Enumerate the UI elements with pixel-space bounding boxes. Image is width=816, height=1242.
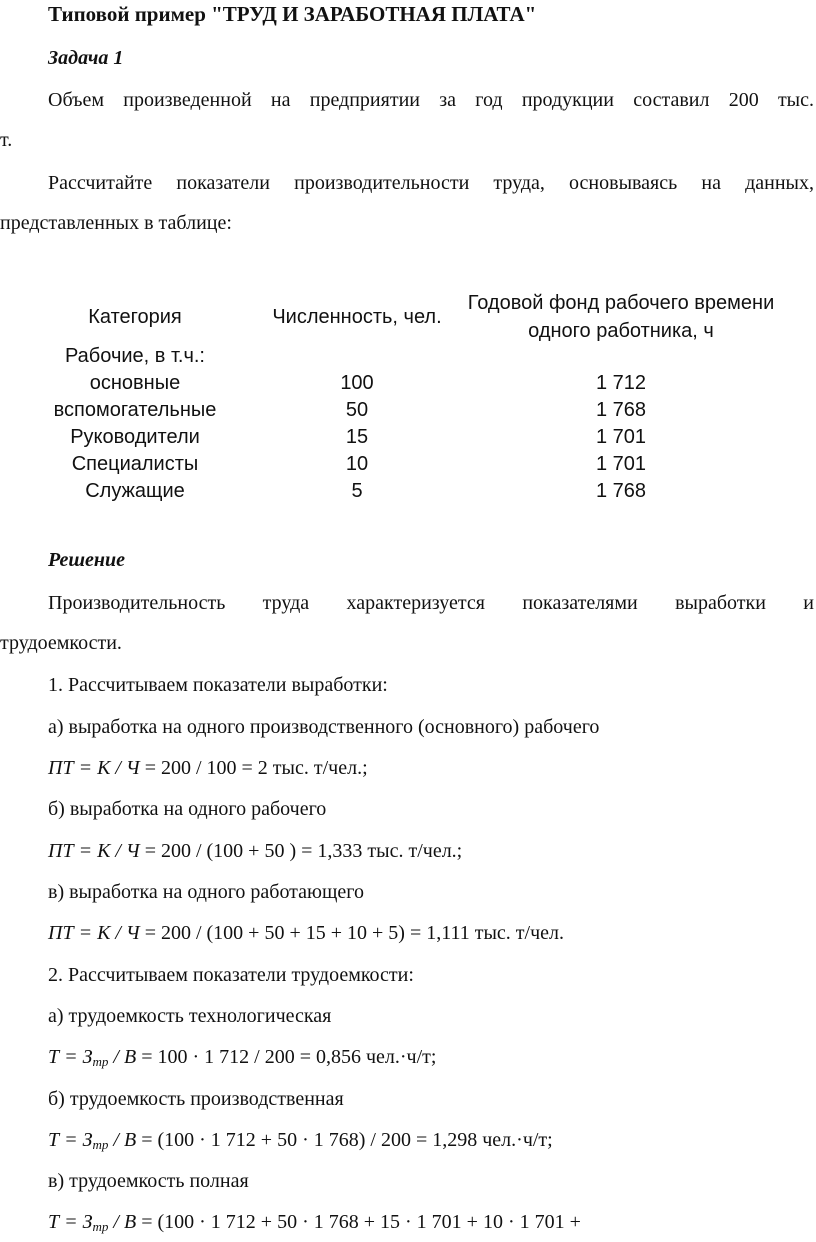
category-cell: Руководители bbox=[70, 426, 200, 448]
fund-cell: 1 768 bbox=[595, 399, 647, 421]
formula-t: Т = З bbox=[48, 1046, 93, 1068]
column-fund bbox=[546, 343, 696, 505]
formula-1c-rest: = 200 / (100 + 50 + 15 + 10 + 5) = 1,111 тыс. т/чел. bbox=[139, 922, 565, 944]
step-2c-text: в) трудоемкость полная bbox=[48, 1170, 249, 1192]
header-fund-line-1: Годовой фонд рабочего времени bbox=[467, 292, 775, 314]
task-text-line-2: т. bbox=[0, 129, 13, 151]
formula-subscript: тр bbox=[92, 1137, 109, 1152]
formula-t: Т = З bbox=[48, 1211, 93, 1233]
fund-cell: 1 701 bbox=[595, 426, 647, 448]
step-1c-text: в) выработка на одного работающего bbox=[48, 881, 364, 903]
task-text-line-4: представленных в таблице: bbox=[0, 212, 232, 234]
fund-cell: 1 768 bbox=[595, 480, 647, 502]
step-1-heading: 1. Рассчитываем показатели выработки: bbox=[48, 674, 388, 696]
formula-pt-k-ch: ПТ = К / Ч bbox=[48, 840, 140, 862]
solution-intro-line-2: трудоемкости. bbox=[0, 632, 122, 654]
formula-2b-rest: = (100 · 1 712 + 50 · 1 768) / 200 = 1,298 чел.·ч/т; bbox=[136, 1129, 553, 1151]
category-cell: основные bbox=[89, 372, 181, 394]
count-cell: 50 bbox=[345, 399, 369, 421]
count-cell: 100 bbox=[340, 372, 374, 394]
header-fund-line-2: одного работника, ч bbox=[528, 320, 714, 342]
step-2-heading: 2. Рассчитываем показатели трудоемкости: bbox=[48, 964, 414, 986]
formula-1c bbox=[48, 921, 564, 945]
formula-b: / В bbox=[108, 1046, 137, 1068]
task-text-line-3: Рассчитайте показатели производительности труда, основываясь на данных, bbox=[48, 172, 814, 194]
column-count bbox=[282, 343, 432, 505]
step-2a-text: а) трудоемкость технологическая bbox=[48, 1005, 332, 1027]
formula-subscript: тр bbox=[92, 1219, 109, 1234]
count-cell: 10 bbox=[345, 453, 369, 475]
task-heading: Задача 1 bbox=[48, 47, 124, 69]
formula-b: / В bbox=[108, 1129, 137, 1151]
task-text-line-1: Объем произведенной на предприятии за год продукции составил 200 тыс. bbox=[48, 89, 814, 111]
formula-1a-rest: = 200 / 100 = 2 тыс. т/чел.; bbox=[139, 757, 368, 779]
solution-intro-line-1: Производительность труда характеризуется показателями выработки и bbox=[48, 592, 814, 614]
fund-cell bbox=[546, 343, 696, 370]
category-cell: Служащие bbox=[85, 480, 185, 502]
category-cell: Рабочие, в т.ч.: bbox=[65, 345, 205, 367]
count-cell: 15 bbox=[345, 426, 369, 448]
formula-t: Т = З bbox=[48, 1129, 93, 1151]
step-1b-text: б) выработка на одного рабочего bbox=[48, 798, 327, 820]
fund-cell: 1 701 bbox=[595, 453, 647, 475]
document-title: Типовой пример "ТРУД И ЗАРАБОТНАЯ ПЛАТА" bbox=[48, 2, 537, 26]
header-category: Категория bbox=[88, 306, 182, 328]
solution-heading: Решение bbox=[48, 549, 126, 571]
step-1a-text: а) выработка на одного производственного (основного) рабочего bbox=[48, 716, 600, 738]
fund-cell: 1 712 bbox=[595, 372, 647, 394]
formula-pt-k-ch: ПТ = К / Ч bbox=[48, 757, 140, 779]
formula-subscript: тр bbox=[92, 1054, 109, 1069]
category-cell: Специалисты bbox=[71, 453, 199, 475]
formula-2c bbox=[48, 1210, 581, 1239]
column-category bbox=[40, 343, 230, 505]
header-count: Численность, чел. bbox=[272, 306, 442, 328]
formula-2a bbox=[48, 1045, 436, 1074]
formula-pt-k-ch: ПТ = К / Ч bbox=[48, 922, 140, 944]
formula-1b bbox=[48, 839, 462, 863]
formula-b: / В bbox=[108, 1211, 137, 1233]
formula-2a-rest: = 100 · 1 712 / 200 = 0,856 чел.·ч/т; bbox=[136, 1046, 437, 1068]
formula-2b bbox=[48, 1128, 553, 1157]
formula-2c-rest: = (100 · 1 712 + 50 · 1 768 + 15 · 1 701 + 10 · 1 701 + bbox=[136, 1211, 581, 1233]
formula-1b-rest: = 200 / (100 + 50 ) = 1,333 тыс. т/чел.; bbox=[139, 840, 463, 862]
category-cell: вспомогательные bbox=[53, 399, 217, 421]
step-2b-text: б) трудоемкость производственная bbox=[48, 1088, 344, 1110]
count-cell: 5 bbox=[351, 480, 363, 502]
count-cell bbox=[282, 343, 432, 370]
formula-1a bbox=[48, 756, 368, 780]
